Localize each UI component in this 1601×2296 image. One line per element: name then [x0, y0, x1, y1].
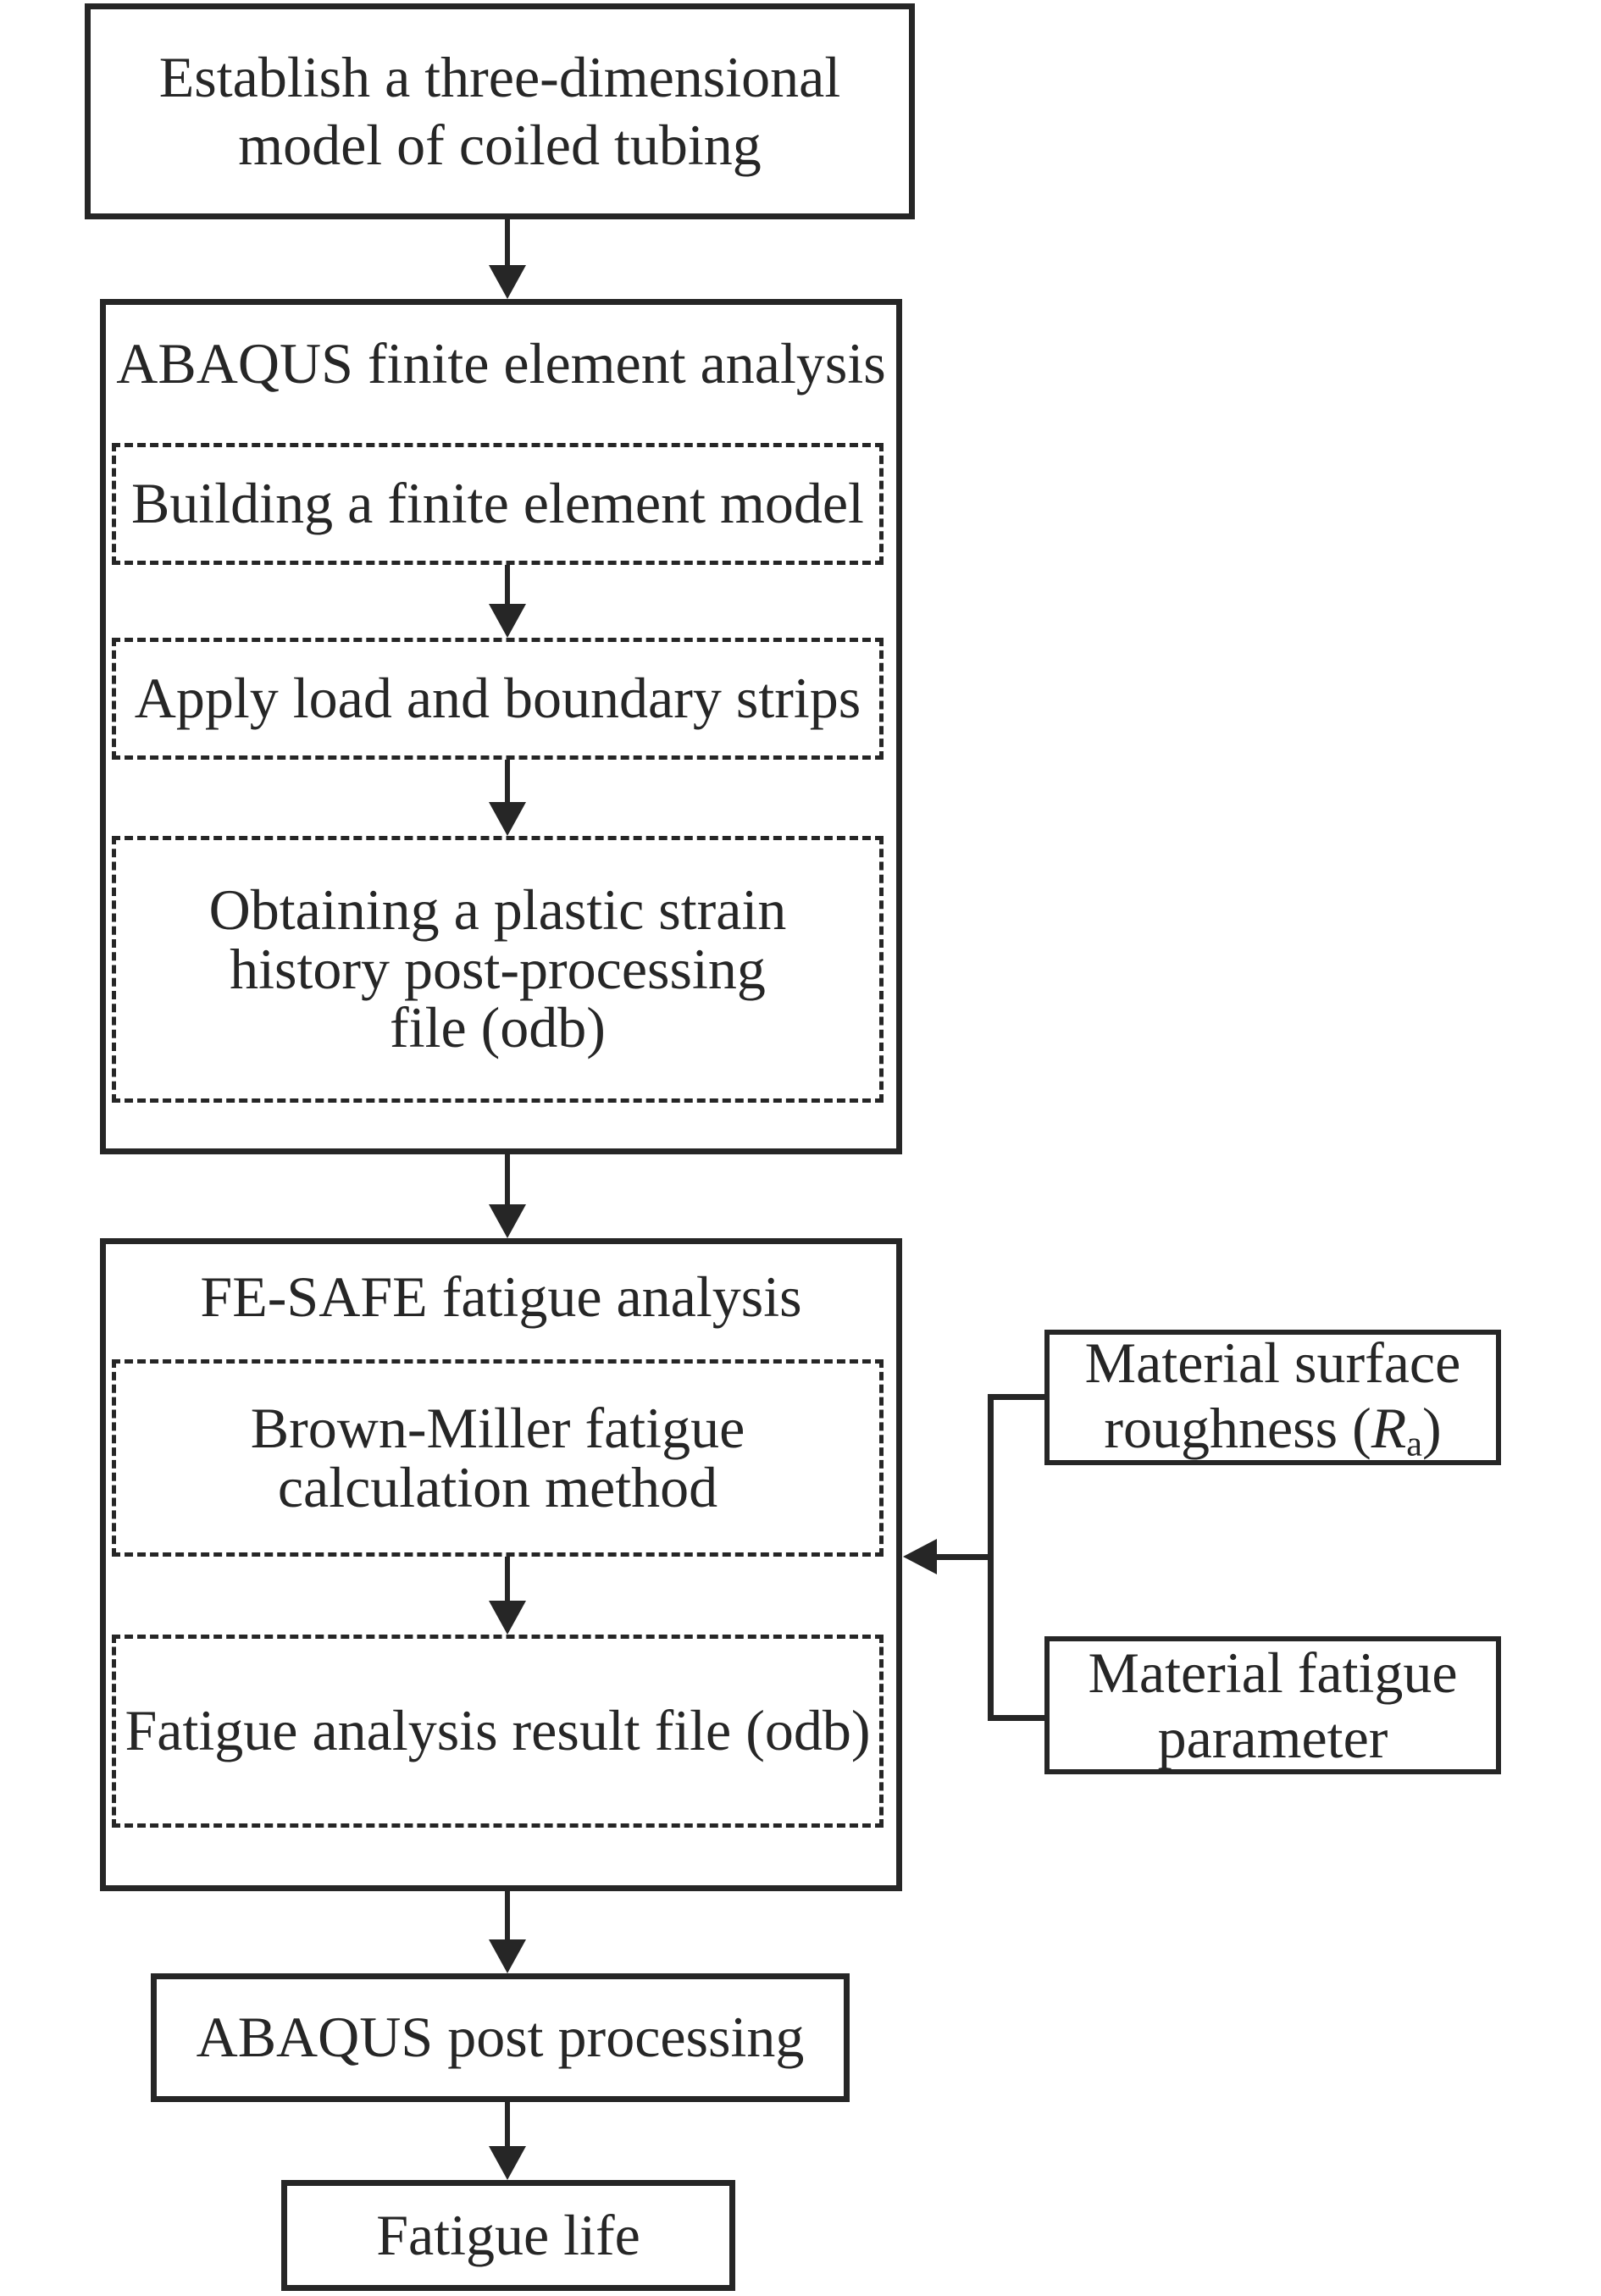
- step-fatigue-result-odb: [112, 1635, 884, 1828]
- arrow-head-down-icon: [489, 265, 526, 299]
- post-processing-label: ABAQUS post processing: [196, 2005, 805, 2070]
- arrow-load-to-strain: [489, 760, 526, 836]
- step-label-line2: history post-processing: [230, 936, 766, 1001]
- roughness-symbol: R: [1371, 1395, 1407, 1460]
- start-box: [85, 3, 915, 219]
- arrow-abaqus-to-fesafe: [489, 1154, 526, 1238]
- arrow-inputs-to-fesafe: [903, 1539, 993, 1574]
- arrow-stem: [505, 2102, 510, 2146]
- abaqus-group-title: ABAQUS finite element analysis: [116, 331, 886, 396]
- arrow-start-to-abaqus: [489, 219, 526, 299]
- fatigue-life-label: Fatigue life: [376, 2202, 640, 2267]
- step-label-line3: file (odb): [390, 995, 606, 1060]
- step-building-fe-model: [112, 443, 884, 565]
- start-box-line2: model of coiled tubing: [238, 112, 762, 177]
- step-apply-load-boundary: [112, 638, 884, 760]
- fesafe-group-title: FE-SAFE fatigue analysis: [200, 1264, 802, 1329]
- arrow-method-to-result: [489, 1557, 526, 1635]
- wire-roughness-horizontal: [988, 1394, 1044, 1400]
- arrow-head-down-icon: [489, 604, 526, 638]
- fatigue-life-box: [281, 2180, 735, 2291]
- roughness-label-line1: Material surface: [1084, 1331, 1461, 1396]
- arrow-build-to-load: [489, 565, 526, 638]
- material-fatigue-parameter-box: [1044, 1636, 1501, 1774]
- step-label: Apply load and boundary strips: [134, 666, 861, 731]
- start-box-line1: Establish a three-dimensional: [158, 44, 841, 109]
- wire-parameter-horizontal: [988, 1715, 1044, 1721]
- parameter-label-line1: Material fatigue: [1088, 1640, 1458, 1705]
- roughness-subscript: a: [1406, 1424, 1422, 1464]
- step-label: Fatigue analysis result file (odb): [125, 1698, 871, 1763]
- step-label-line2: calculation method: [277, 1454, 718, 1519]
- roughness-label-suffix: ): [1422, 1395, 1442, 1460]
- arrow-post-to-life: [489, 2102, 526, 2180]
- arrow-stem: [505, 1891, 510, 1939]
- step-label: Building a finite element model: [131, 471, 864, 536]
- arrow-head-down-icon: [489, 2146, 526, 2180]
- parameter-label-line2: parameter: [1157, 1705, 1388, 1770]
- step-plastic-strain-odb: [112, 836, 884, 1103]
- roughness-label-line2: [1104, 1396, 1441, 1464]
- arrow-head-left-icon: [903, 1539, 937, 1574]
- step-label-line1: Brown-Miller fatigue: [250, 1396, 745, 1461]
- arrow-fesafe-to-post: [489, 1891, 526, 1973]
- arrow-head-down-icon: [489, 1204, 526, 1238]
- arrow-head-down-icon: [489, 1601, 526, 1635]
- arrow-stem: [505, 1557, 510, 1601]
- arrow-head-down-icon: [489, 802, 526, 836]
- arrow-stem: [505, 1154, 510, 1204]
- step-label-line1: Obtaining a plastic strain: [208, 877, 787, 943]
- arrow-stem: [937, 1554, 993, 1560]
- arrow-stem: [505, 219, 510, 265]
- roughness-label-prefix: roughness (: [1104, 1395, 1371, 1460]
- arrow-stem: [505, 760, 510, 802]
- step-brown-miller-method: [112, 1359, 884, 1557]
- arrow-stem: [505, 565, 510, 604]
- post-processing-box: [151, 1973, 850, 2102]
- material-surface-roughness-box: [1044, 1330, 1501, 1465]
- arrow-head-down-icon: [489, 1939, 526, 1973]
